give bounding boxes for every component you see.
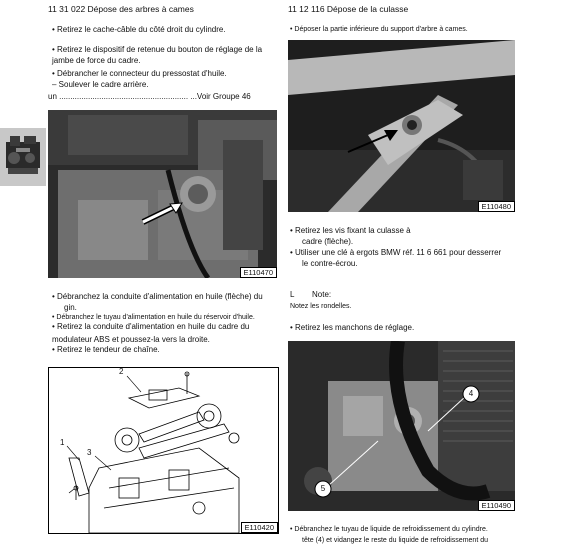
step-left-2b: jambe de force du cadre. <box>52 56 141 65</box>
step-right-5b: tête (4) et vidangez le reste du liquide de refroidissement du <box>302 537 488 544</box>
callout-4: 4 <box>468 389 474 398</box>
drawing-camshaft-assembly <box>48 367 279 534</box>
step-left-3: • Débrancher le connecteur du pressostat d'huile. <box>52 69 227 78</box>
photo-camshaft-support <box>288 40 515 212</box>
callout-1: 1 <box>60 438 65 447</box>
photo-coolant-hose <box>288 341 515 511</box>
step-left-7: • Retirez la conduite d'alimentation en huile du cadre du <box>52 322 250 331</box>
ref-group-46: un .......................................................... ...Voir Groupe 46 <box>48 92 251 101</box>
step-right-5: • Débranchez le tuyau de liquide de refroidissement du cylindre. <box>290 526 488 533</box>
step-right-3b: le contre-écrou. <box>302 259 358 268</box>
step-right-4: • Retirez les manchons de réglage. <box>290 323 415 332</box>
step-left-7b: modulateur ABS et poussez-la vers la droite. <box>52 335 210 344</box>
note-letter: L <box>290 290 295 299</box>
left-heading: 11 31 022 Dépose des arbres à cames <box>48 4 194 14</box>
callout-2: 2 <box>119 367 124 376</box>
figure-label: E110490 <box>478 500 515 511</box>
step-left-5: • Débranchez la conduite d'alimentation en huile (flèche) du <box>52 292 263 301</box>
step-left-2: • Retirez le dispositif de retenue du bouton de réglage de la <box>52 45 263 54</box>
step-left-1: • Retirez le cache-câble du côté droit du cylindre. <box>52 25 226 34</box>
step-right-1: • Déposer la partie inférieure du support d'arbre à cames. <box>290 26 468 33</box>
figure-label: E110420 <box>241 522 278 533</box>
step-right-2: • Retirez les vis fixant la culasse à <box>290 226 411 235</box>
step-left-8: • Retirez le tendeur de chaîne. <box>52 345 160 354</box>
right-heading: 11 12 116 Dépose de la culasse <box>288 4 409 14</box>
frame-photo-illustration <box>288 40 515 212</box>
step-right-2b: cadre (flèche). <box>302 237 354 246</box>
step-left-5b: gin. <box>64 303 77 312</box>
step-left-6: • Débranchez le tuyau d'alimentation en huile du réservoir d'huile. <box>52 314 255 321</box>
figure-label: E110470 <box>240 267 277 278</box>
camshaft-drawing-illustration <box>49 368 278 533</box>
note-text: Notez les rondelles. <box>290 303 352 310</box>
callout-5: 5 <box>320 484 326 493</box>
step-left-4: – Soulever le cadre arrière. <box>52 80 149 89</box>
figure-label: E110480 <box>478 201 515 212</box>
engine-thumbnail-icon <box>0 128 46 186</box>
photo-oil-line-engine <box>48 110 277 278</box>
note-title: Note: <box>312 290 332 299</box>
step-right-3: • Utiliser une clé à ergots BMW réf. 11 6 661 pour desserrer <box>290 248 502 257</box>
callout-3: 3 <box>87 448 92 457</box>
engine-photo-illustration <box>48 110 277 278</box>
chapter-thumbnail <box>0 128 46 186</box>
